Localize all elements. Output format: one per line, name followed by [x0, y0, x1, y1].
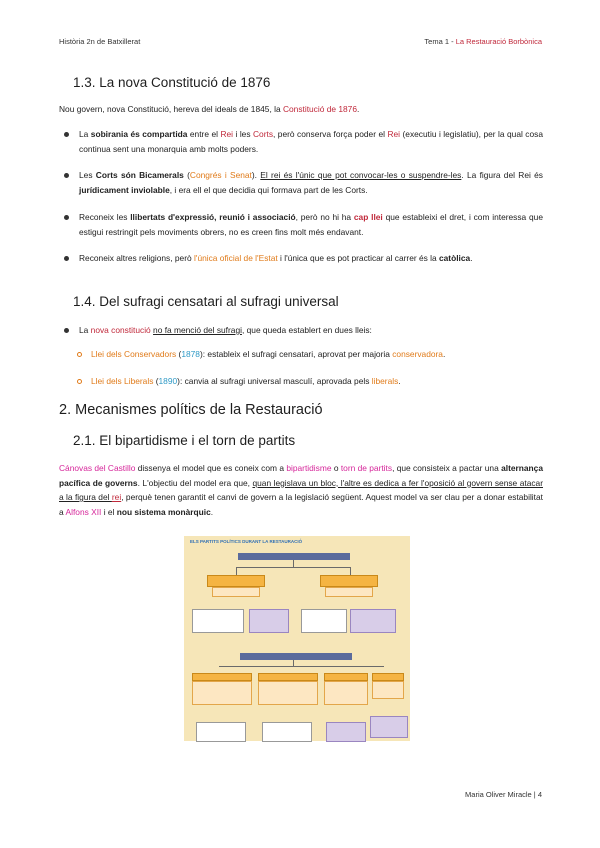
s14-sub-bullet-1: Llei dels Conservadors (1878): estableix el sufragi censatari, aprovat per majoria conservadora.: [91, 349, 446, 359]
section-2-1-title: 2.1. El bipartidisme i el torn de partits: [73, 433, 296, 448]
diagram-mid-bar: [240, 653, 352, 660]
s14-bullet-1: La nova constitució no fa menció del sufragi, que queda establert en dues lleis:: [79, 325, 372, 335]
page-header-right: Tema 1 - La Restauració Borbònica: [424, 37, 542, 46]
bullet-dot: [64, 215, 69, 220]
diagram-box-orange: [320, 575, 378, 587]
diagram-box-orange: [192, 673, 252, 681]
diagram-box-orange: [324, 673, 368, 681]
page-footer: Maria Oliver Miracle | 4: [465, 790, 542, 799]
diagram-box-purple: [326, 722, 366, 742]
diagram-title: ELS PARTITS POLÍTICS DURANT LA RESTAURACIÓ: [190, 539, 303, 544]
s14-sub-bullet-2: Llei dels Liberals (1890): canvia al sufragi universal masculí, aprovada pels liberals.: [91, 376, 401, 386]
bullet-dot: [64, 132, 69, 137]
diagram-box-purple: [350, 609, 396, 633]
diagram-box-orange: [207, 575, 265, 587]
page-header-left: Història 2n de Batxillerat: [59, 37, 141, 46]
diagram-box-lightorange: [192, 681, 252, 705]
diagram-box-purple: [370, 716, 408, 738]
diagram-box-orange: [372, 673, 404, 681]
diagram-connector: [219, 666, 384, 667]
sub-bullet-circle: [77, 379, 82, 384]
s13-intro: Nou govern, nova Constitució, hereva del ideals de 1845, la Constitució de 1876.: [59, 104, 360, 114]
s21-paragraph: Cánovas del Castillo dissenya el model que es coneix com a bipartidisme o torn de partits, que consisteix a pactar una alternança pacífica de governs. L'objectiu del model era que, quan legislava un bloc, l'altre es dedica a fer l'oposició al govern sense atacar a la figura del rei, perquè tenen garantit el canvi de govern a la legislació següent. Aquest model va ser clau per a donar estabilitat a Alfons XII i el nou sistema monàrquic.: [59, 463, 543, 517]
diagram-box-white: [196, 722, 246, 742]
diagram-box-lightorange: [372, 681, 404, 699]
diagram-connector: [236, 567, 237, 575]
bullet-dot: [64, 256, 69, 261]
diagram-box-orange: [258, 673, 318, 681]
s13-bullet-1: La sobirania és compartida entre el Rei i les Corts, però conserva força poder el Rei (executiu i legislatiu), per la qual cosa continua sent una monarquia amb molts poders.: [79, 129, 543, 154]
diagram-box-white: [301, 609, 347, 633]
sub-bullet-circle: [77, 352, 82, 357]
s13-bullet-2: Les Corts són Bicamerals (Congrés i Senat). El rei és l'únic que pot convocar-les o suspendre-les. La figura del Rei és jurídicament inviolable, i era ell el que decidia qui formava part de les Corts.: [79, 170, 543, 195]
diagram-box-lightorange: [258, 681, 318, 705]
bullet-dot: [64, 328, 69, 333]
bullet-dot: [64, 173, 69, 178]
section-2-title: 2. Mecanismes polítics de la Restauració: [59, 402, 323, 418]
diagram-connector: [236, 567, 351, 568]
diagram-box-white: [262, 722, 312, 742]
diagram-box-lightorange: [325, 587, 373, 597]
s13-bullet-3: Reconeix les llibertats d'expressió, reunió i associació, però no hi ha cap llei que estableixi el dret, i com interessa que estigui restringit pels moviments obrers, no es creen fins molt més endavant.: [79, 212, 543, 237]
diagram-connector: [350, 567, 351, 575]
section-1-3-title: 1.3. La nova Constitució de 1876: [73, 75, 271, 90]
s13-bullet-4: Reconeix altres religions, però l'única oficial de l'Estat i l'única que es pot practicar al carrer és la catòlica.: [79, 253, 473, 263]
diagram-box-lightorange: [324, 681, 368, 705]
diagram-top-bar: [238, 553, 350, 560]
diagram-box-white: [192, 609, 244, 633]
diagram-box-lightorange: [212, 587, 260, 597]
diagram-box-purple: [249, 609, 289, 633]
section-1-4-title: 1.4. Del sufragi censatari al sufragi universal: [73, 294, 339, 309]
